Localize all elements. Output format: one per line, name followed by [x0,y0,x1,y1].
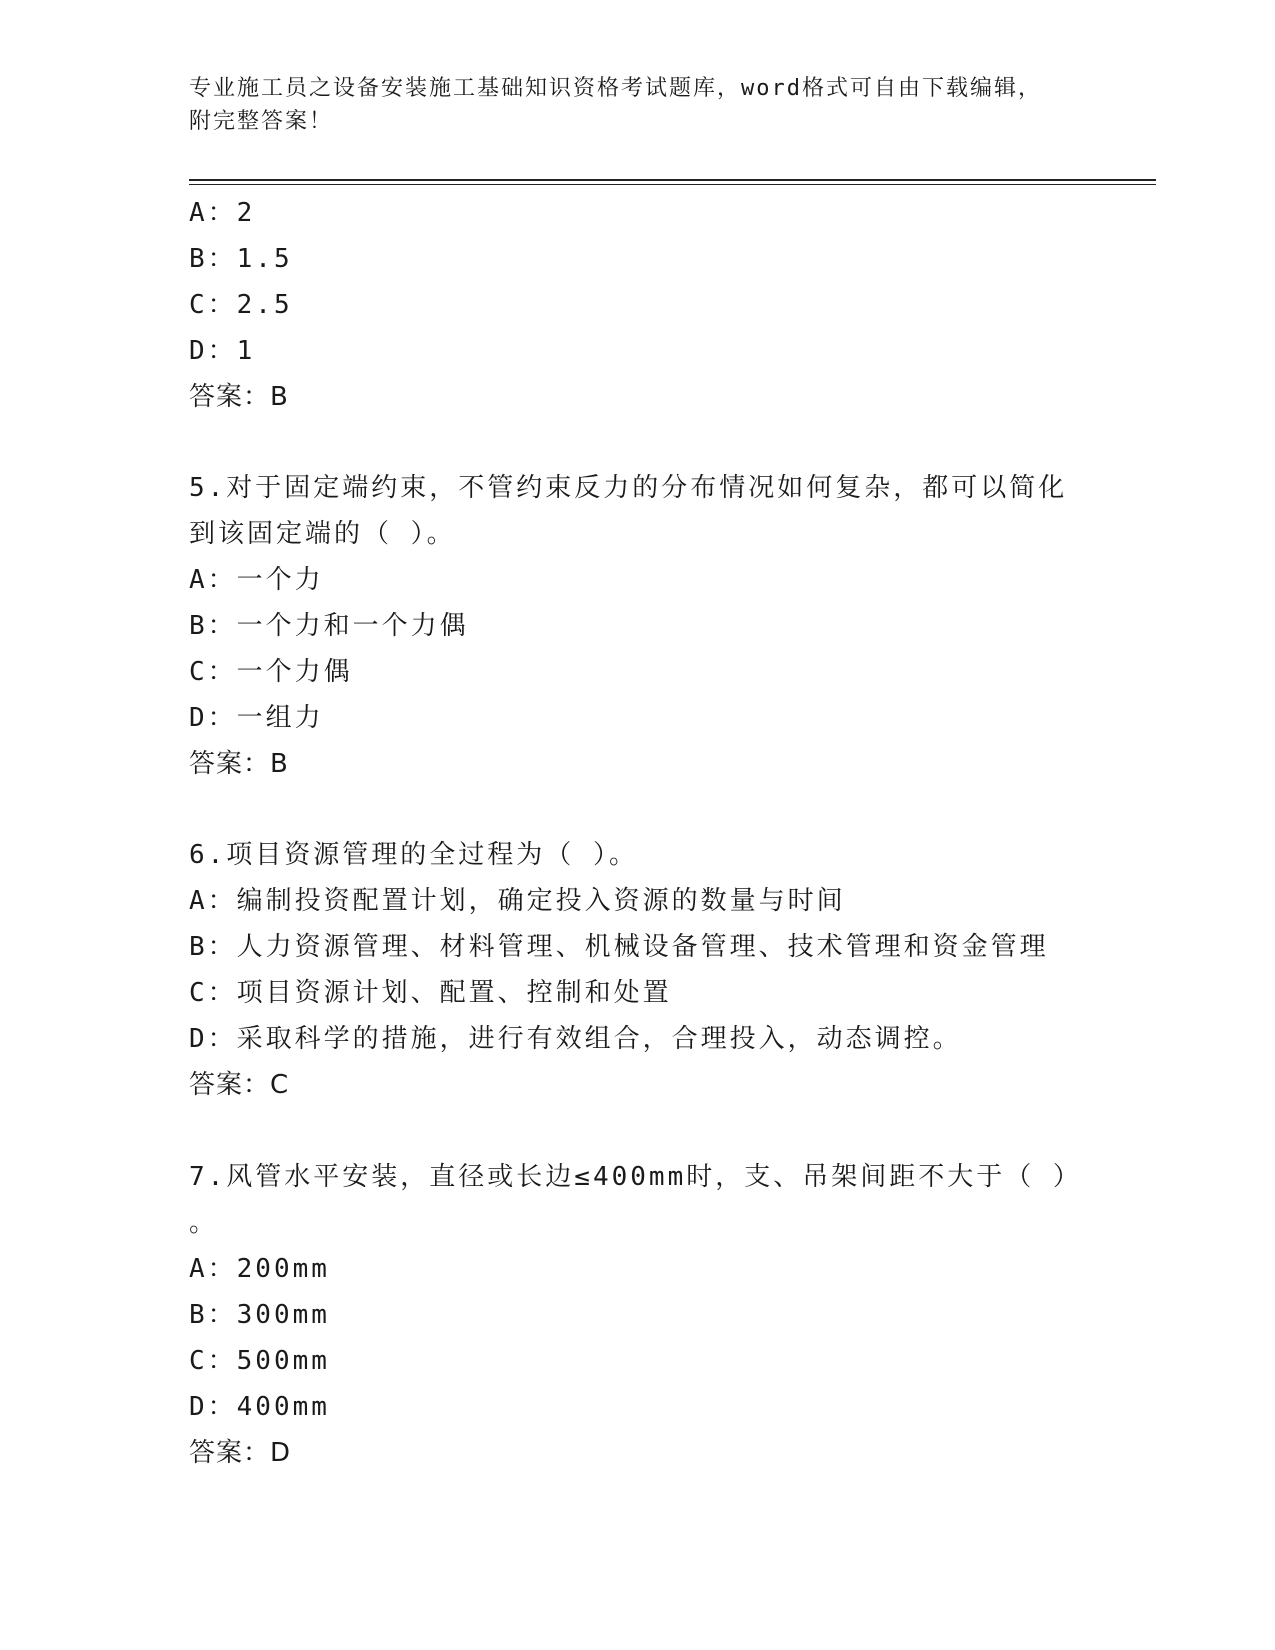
q7-answer: 答案：D [189,1438,292,1468]
q7-option-a: A：200mm [189,1254,330,1284]
q6-option-a: A：编制投资配置计划，确定投入资源的数量与时间 [189,886,846,916]
q4-option-b: B：1.5 [189,244,293,274]
q5-option-a: A：一个力 [189,565,324,595]
header-divider-thick [189,179,1156,181]
q4-answer: 答案：B [189,382,289,412]
document-header [189,72,1089,138]
q5-option-b: B：一个力和一个力偶 [189,611,469,641]
header-line-2: 附完整答案！ [189,109,334,134]
q5-option-d: D：一组力 [189,703,324,733]
q6-option-b: B：人力资源管理、材料管理、机械设备管理、技术管理和资金管理 [189,932,1049,962]
q6-stem: 6.项目资源管理的全过程为（ ）。 [189,840,638,870]
q4-option-d: D：1 [189,336,256,366]
q6-option-c: C：项目资源计划、配置、控制和处置 [189,978,672,1008]
q5-answer: 答案：B [189,749,289,779]
q5-option-c: C：一个力偶 [189,657,353,687]
header-divider-thin [189,184,1156,185]
q4-option-c: C：2.5 [189,290,293,320]
q7-option-b: B：300mm [189,1300,330,1330]
q5-stem-line-2: 到该固定端的（ ）。 [189,519,456,549]
q5-stem-line-1: 5.对于固定端约束，不管约束反力的分布情况如何复杂，都可以简化 [189,473,1068,503]
q6-answer: 答案：C [189,1070,290,1100]
q7-stem-line-2: 。 [189,1208,219,1238]
q4-option-a: A：2 [189,198,256,228]
q7-stem-line-1: 7.风管水平安装，直径或长边≤400mm时，支、吊架间距不大于（ ） [189,1162,1082,1192]
q7-option-c: C：500mm [189,1346,330,1376]
q6-option-d: D：采取科学的措施，进行有效组合，合理投入，动态调控。 [189,1024,962,1054]
q7-option-d: D：400mm [189,1392,330,1422]
header-line-1: 专业施工员之设备安装施工基础知识资格考试题库，word格式可自由下载编辑， [189,76,1042,101]
